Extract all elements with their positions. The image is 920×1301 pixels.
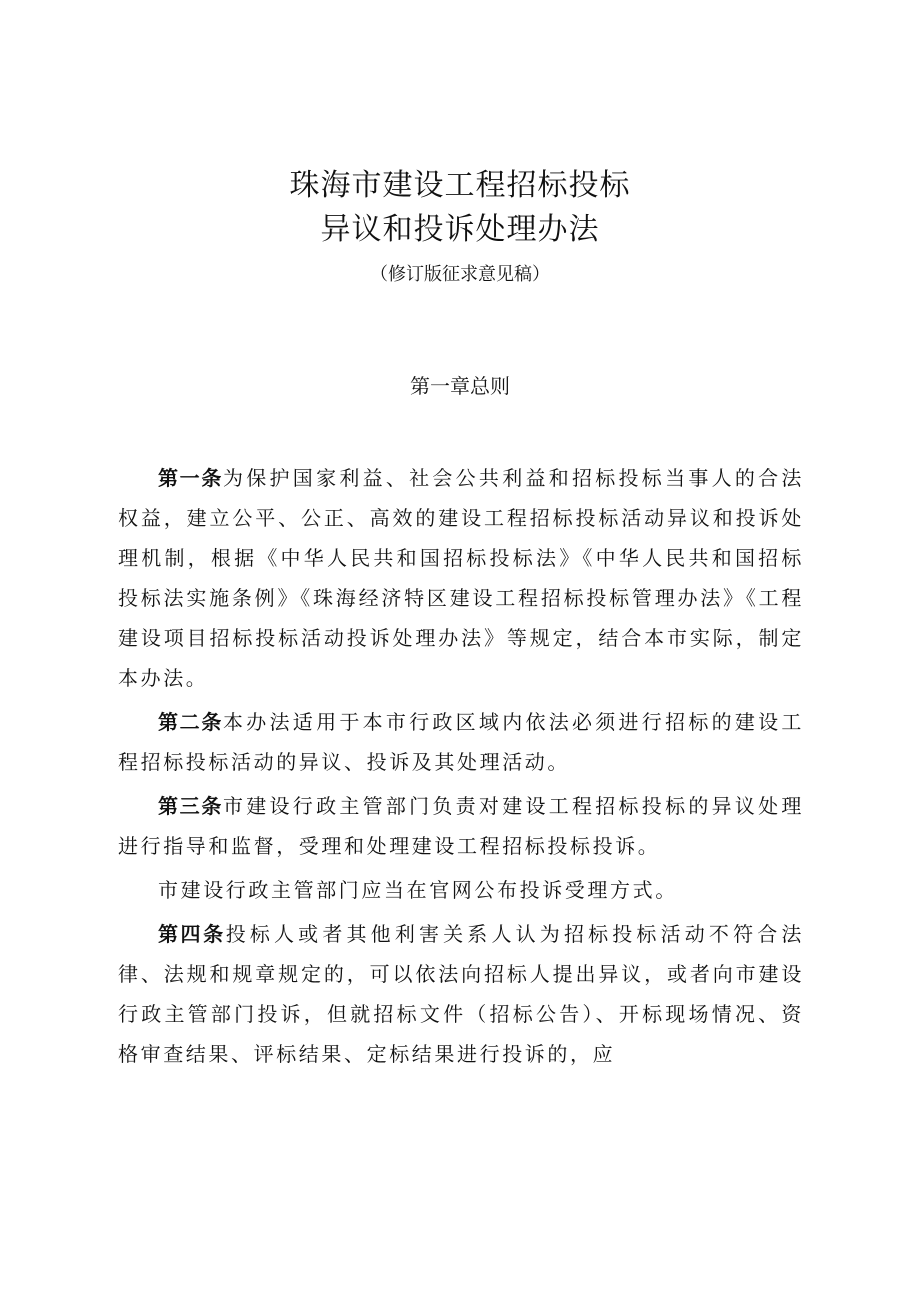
article-label: 第二条	[158, 710, 223, 734]
article-text: 为保护国家利益、社会公共利益和招标投标当事人的合法权益，建立公平、公正、高效的建设工程招标投标活动异议和投诉处理机制，根据《中华人民共和国招标投标法》《中华人民共和国招标投标法实施条例》《珠海经济特区建设工程招标投标管理办法》《工程建设项目招标投标活动投诉处理办法》等规定，结合本市实际，制定本办法。	[118, 466, 804, 690]
article-label: 第一条	[158, 466, 223, 490]
article-label: 第三条	[158, 794, 223, 818]
paragraph-article-4	[118, 914, 804, 1074]
paragraph-article-3	[118, 786, 804, 866]
document-title-line-1: 珠海市建设工程招标投标	[289, 168, 631, 203]
article-text: 投标人或者其他利害关系人认为招标投标活动不符合法律、法规和规章规定的，可以依法向招标人提出异议，或者向市建设行政主管部门投诉，但就招标文件（招标公告）、开标现场情况、资格审查结果、评标结果、定标结果进行投诉的，应	[118, 922, 804, 1066]
document-body	[118, 458, 804, 1078]
chapter-heading: 第一章总则	[410, 374, 510, 398]
paragraph-article-3-cont	[118, 870, 804, 910]
document-subtitle: （修订版征求意见稿）	[370, 264, 550, 285]
article-label: 第四条	[158, 922, 226, 946]
paragraph-article-2	[118, 702, 804, 782]
article-text: 市建设行政主管部门应当在官网公布投诉受理方式。	[158, 878, 678, 902]
paragraph-article-1	[118, 458, 804, 698]
document-title-line-2: 异议和投诉处理办法	[320, 212, 600, 247]
article-text: 市建设行政主管部门负责对建设工程招标投标的异议处理进行指导和监督，受理和处理建设工程招标投标投诉。	[118, 794, 804, 858]
article-text: 本办法适用于本市行政区域内依法必须进行招标的建设工程招标投标活动的异议、投诉及其处理活动。	[118, 710, 804, 774]
